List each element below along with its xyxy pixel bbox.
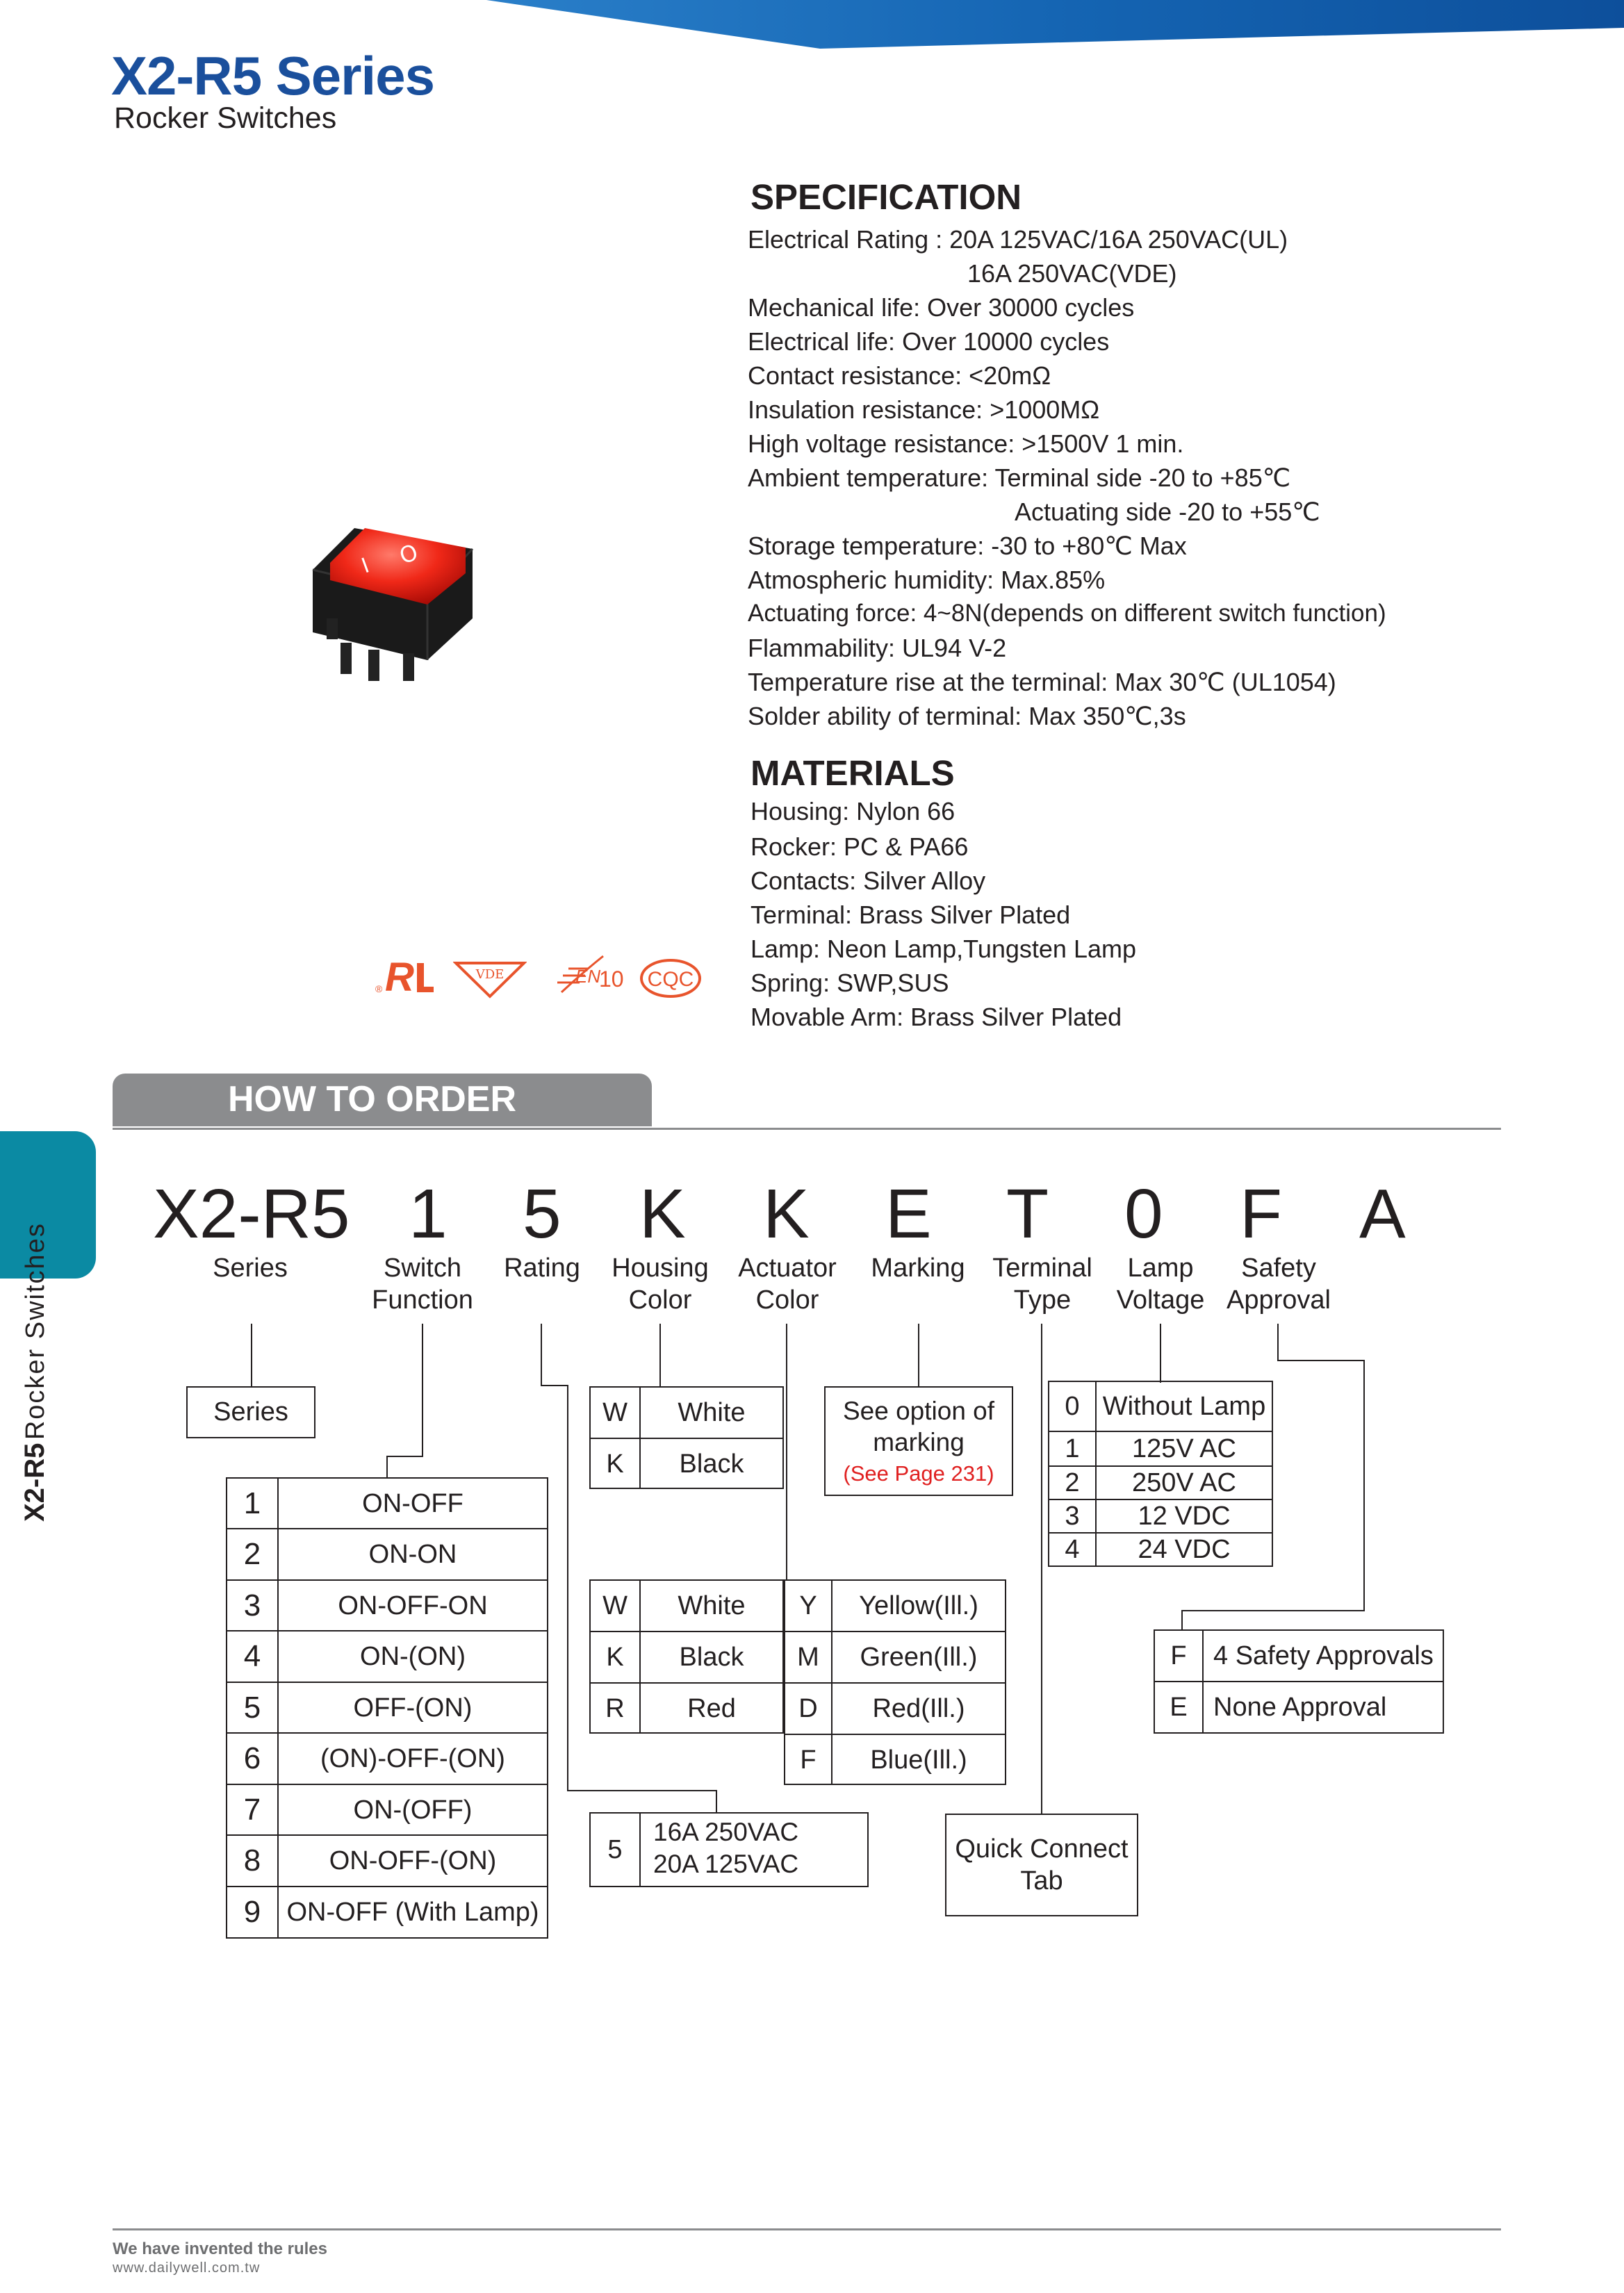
footer-divider (113, 2228, 1501, 2230)
rocker-on-mark: O (395, 539, 422, 570)
spec-line: Mechanical life: Over 30000 cycles (748, 293, 1135, 322)
connector-rating (541, 1324, 542, 1386)
illuminated-name: Green(Ill.) (860, 1642, 978, 1672)
connector-safety (1181, 1610, 1183, 1631)
switch-code: 6 (243, 1741, 261, 1775)
svg-text:®: ® (375, 983, 383, 994)
enec-mark: EN (575, 966, 601, 987)
switch-code: 4 (243, 1639, 261, 1673)
spec-line: Actuating force: 4~8N(depends on different switch function) (748, 600, 1386, 627)
switch-name: ON-OFF-ON (338, 1591, 488, 1620)
connector-safety (1277, 1360, 1365, 1361)
spec-line: Actuating side -20 to +55℃ (1015, 498, 1320, 526)
switch-name: ON-(ON) (360, 1641, 466, 1671)
illuminated-code: Y (799, 1591, 817, 1620)
lamp-name: Without Lamp (1102, 1391, 1266, 1421)
marking-line: marking (873, 1428, 965, 1456)
lamp-name: 12 VDC (1138, 1501, 1231, 1531)
lamp-code: 2 (1065, 1468, 1080, 1497)
marking-line: See option of (842, 1397, 995, 1425)
cqc-logo (639, 958, 702, 999)
illuminated-code: M (797, 1642, 819, 1672)
actuator-name: White (678, 1591, 746, 1620)
vde-mark: VDE (475, 967, 505, 982)
illuminated-name: Yellow(Ill.) (859, 1591, 978, 1620)
rating-line: 16A 250VAC (653, 1818, 799, 1846)
terminal-line: Tab (1020, 1866, 1063, 1896)
switch-code: 5 (243, 1691, 261, 1725)
label-series: Series (213, 1254, 288, 1283)
footer-slogan: We have invented the rules (113, 2239, 327, 2258)
section-divider (113, 1128, 1501, 1130)
lamp-code: 0 (1065, 1391, 1080, 1421)
illuminated-name: Blue(Ill.) (870, 1745, 967, 1775)
spec-line: Flammability: UL94 V-2 (748, 634, 1007, 662)
actuator-name: Red (687, 1693, 736, 1723)
code-marking: E (885, 1175, 932, 1253)
material-line: Terminal: Brass Silver Plated (751, 901, 1071, 929)
label-lamp-voltage: Lamp Voltage (1116, 1254, 1205, 1315)
actuator-code: K (606, 1642, 624, 1672)
lamp-code: 1 (1065, 1433, 1080, 1463)
enec-logo (555, 952, 631, 1001)
label-housing-color: Housing Color (612, 1254, 709, 1315)
safety-code: F (1170, 1641, 1187, 1670)
connector-terminal (1041, 1324, 1042, 1814)
material-line: Contacts: Silver Alloy (751, 866, 986, 895)
connector-switch (386, 1456, 423, 1457)
series-box-label: Series (213, 1397, 288, 1427)
connector-safety (1363, 1360, 1365, 1611)
lamp-code: 3 (1065, 1501, 1080, 1531)
side-category: Rocker Switches (21, 1222, 50, 1440)
switch-code: 9 (243, 1895, 261, 1929)
housing-code: W (602, 1397, 628, 1427)
spec-line: Temperature rise at the terminal: Max 30℃ (UL1054) (748, 668, 1336, 696)
label-terminal-type: Terminal Type (992, 1254, 1092, 1315)
connector-series (251, 1324, 252, 1388)
illuminated-code: F (800, 1745, 817, 1775)
spec-line: 16A 250VAC(VDE) (967, 259, 1177, 288)
table-divider (639, 1812, 641, 1887)
lamp-code: 4 (1065, 1534, 1080, 1564)
terminal-line: Quick Connect (955, 1834, 1129, 1864)
product-image (299, 486, 486, 688)
code-lamp-voltage: 0 (1124, 1175, 1163, 1253)
rating-values (653, 1816, 798, 1880)
ul-logo (375, 958, 445, 999)
code-housing-color: K (639, 1175, 686, 1253)
spec-line: Electrical Rating : 20A 125VAC/16A 250VAC(UL) (748, 225, 1288, 254)
connector-rating (541, 1385, 567, 1386)
switch-name: ON-OFF (With Lamp) (286, 1897, 539, 1927)
terminal-content (945, 1833, 1138, 1897)
connector-housing (659, 1324, 661, 1386)
code-safety-approval: F (1240, 1175, 1283, 1253)
enec-number: 10 (599, 967, 624, 992)
certification-logos (375, 952, 702, 1008)
spec-line: Ambient temperature: Terminal side -20 to +85℃ (748, 463, 1291, 492)
code-actuator-color: K (763, 1175, 810, 1253)
switch-code: 1 (243, 1486, 261, 1520)
footer-url[interactable]: www.dailywell.com.tw (113, 2260, 261, 2276)
housing-name: White (678, 1397, 746, 1427)
illuminated-name: Red(Ill.) (872, 1693, 965, 1723)
connector-rating (716, 1790, 717, 1812)
actuator-code: W (602, 1591, 628, 1620)
spec-line: Storage temperature: -30 to +80℃ Max (748, 532, 1187, 560)
material-line: Housing: Nylon 66 (751, 797, 955, 825)
switch-code: 7 (243, 1793, 261, 1827)
spec-line: Electrical life: Over 10000 cycles (748, 327, 1110, 356)
label-actuator-color: Actuator Color (738, 1254, 837, 1315)
switch-code: 3 (243, 1588, 261, 1622)
code-suffix: A (1359, 1175, 1406, 1253)
switch-name: ON-ON (368, 1539, 457, 1569)
connector-marking (918, 1324, 919, 1388)
code-switch-function: 1 (409, 1175, 448, 1253)
spec-line: Contact resistance: <20mΩ (748, 361, 1051, 390)
connector-lamp (1160, 1324, 1161, 1383)
spec-line: Solder ability of terminal: Max 350℃,3s (748, 702, 1186, 730)
switch-name: ON-(OFF) (353, 1795, 473, 1825)
material-line: Rocker: PC & PA66 (751, 832, 969, 861)
spec-line: High voltage resistance: >1500V 1 min. (748, 429, 1184, 458)
code-rating: 5 (523, 1175, 561, 1253)
spec-heading: SPECIFICATION (751, 177, 1022, 217)
rocker-off-mark: I (358, 553, 373, 579)
material-line: Spring: SWP,SUS (751, 969, 949, 997)
illuminated-code: D (798, 1693, 818, 1723)
spec-line: Insulation resistance: >1000MΩ (748, 395, 1100, 424)
materials-heading: MATERIALS (751, 753, 955, 793)
actuator-name: Black (679, 1642, 744, 1672)
spec-line: Atmospheric humidity: Max.85% (748, 566, 1106, 594)
switch-name: ON-OFF (362, 1488, 464, 1518)
marking-content (824, 1395, 1013, 1489)
connector-rating (567, 1790, 717, 1791)
code-terminal-type: T (1006, 1175, 1049, 1253)
material-line: Movable Arm: Brass Silver Plated (751, 1003, 1122, 1031)
lamp-name: 250V AC (1132, 1468, 1236, 1497)
label-marking: Marking (871, 1254, 965, 1283)
label-safety-approval: Safety Approval (1227, 1254, 1331, 1315)
connector-switch (386, 1456, 388, 1479)
ul-mark: R (385, 958, 414, 999)
side-label (19, 1222, 51, 1522)
connector-safety (1277, 1324, 1279, 1361)
switch-name: (ON)-OFF-(ON) (320, 1743, 505, 1773)
connector-rating (567, 1385, 568, 1791)
housing-name: Black (679, 1449, 744, 1479)
label-rating: Rating (504, 1254, 580, 1283)
switch-code: 2 (243, 1537, 261, 1571)
label-switch-function: Switch Function (372, 1254, 473, 1315)
lamp-name: 125V AC (1132, 1433, 1236, 1463)
marking-page-note: (See Page 231) (843, 1461, 994, 1486)
how-to-order-heading: HOW TO ORDER (228, 1079, 517, 1119)
code-series: X2-R5 (153, 1175, 350, 1253)
connector-switch (422, 1324, 423, 1457)
side-series: X2-R5 (19, 1443, 50, 1522)
rating-code: 5 (607, 1834, 623, 1864)
safety-code: E (1170, 1692, 1188, 1722)
cqc-mark: CQC (647, 968, 694, 991)
rating-line: 20A 125VAC (653, 1850, 799, 1878)
switch-code: 8 (243, 1843, 261, 1877)
page-title: X2-R5 Series (111, 45, 434, 106)
vde-logo (453, 958, 527, 999)
safety-name: None Approval (1213, 1692, 1387, 1722)
actuator-code: R (605, 1693, 625, 1723)
switch-name: OFF-(ON) (353, 1693, 473, 1723)
connector-actuator (786, 1324, 787, 1579)
switch-name: ON-OFF-(ON) (329, 1846, 497, 1875)
page-subtitle: Rocker Switches (114, 101, 337, 135)
safety-name: 4 Safety Approvals (1213, 1641, 1434, 1670)
lamp-name: 24 VDC (1138, 1534, 1231, 1564)
housing-code: K (606, 1449, 624, 1479)
connector-safety (1181, 1610, 1365, 1611)
material-line: Lamp: Neon Lamp,Tungsten Lamp (751, 935, 1136, 963)
